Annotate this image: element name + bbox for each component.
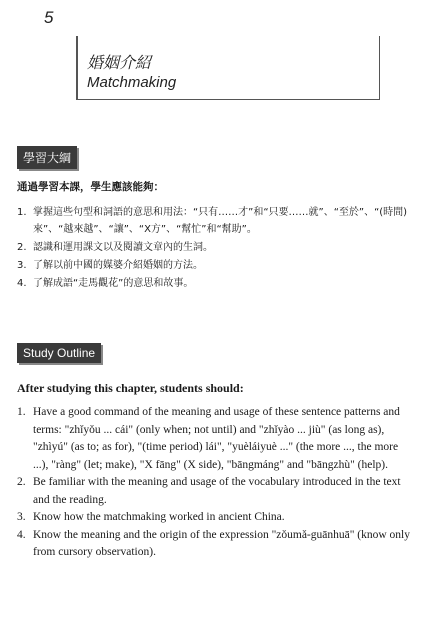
chinese-outline-list [17,204,412,293]
list-item [17,239,412,256]
chinese-section-heading: 學習大綱 [17,146,77,169]
list-item-number: 1. [17,406,26,418]
english-section-heading: Study Outline [17,343,101,363]
list-item-text: Have a good command of the meaning and usage of these sentence patterns and terms: "zhǐyǒu ... cái" (only when; not until) and "zhǐyào ... jiù" (as long as), "zhìyú" (as to; as for), "(time period) lái", "yuèláiyuè ..." (the more ..., the more ...), "ràng" (let; make), "X fāng" (X side), "bāngmáng" and "bāngzhù" (help). [33,406,400,471]
list-item [17,509,412,527]
list-item-text: Be familiar with the meaning and usage of the vocabulary introduced in the text and the reading. [33,476,401,506]
chapter-title-chinese: 婚姻介紹 [87,53,152,72]
list-item-number: 3. [17,511,26,523]
list-item-number: 4. [17,278,27,289]
list-item-text: 掌握這些句型和詞語的意思和用法：“只有……才”和“只要……就”、“至於”、“(時間) 來”、“越來越”、“讓”、“X方”、“幫忙”和“幫助”。 [33,207,408,235]
list-item-text: 認識和運用課文以及閱讀文章內的生詞。 [33,242,213,253]
list-item [17,404,412,474]
english-outline-list [17,404,412,562]
list-item-text: Know the meaning and the origin of the expression "zǒumǎ-guānhuā" (know only from cursory observation). [33,528,410,558]
list-item-number: 2. [17,476,26,488]
list-item [17,527,412,562]
list-item-text: 了解成語“走馬觀花”的意思和故事。 [33,278,194,289]
chapter-title-box [76,36,380,100]
list-item-text: 了解以前中國的媒婆介紹婚姻的方法。 [33,260,203,271]
chapter-number: 5 [44,8,54,27]
chinese-section-intro: 通過學習本課，學生應該能夠： [17,181,164,193]
list-item-number: 1. [17,207,27,218]
list-item [17,275,412,292]
list-item [17,257,412,274]
english-section-intro: After studying this chapter, students should: [17,381,244,395]
list-item [17,474,412,509]
list-item-number: 2. [17,242,27,253]
chapter-title-english: Matchmaking [87,74,177,91]
list-item-number: 3. [17,260,27,271]
list-item [17,204,412,238]
list-item-number: 4. [17,528,26,541]
list-item-text: Know how the matchmaking worked in ancient China. [33,511,285,523]
